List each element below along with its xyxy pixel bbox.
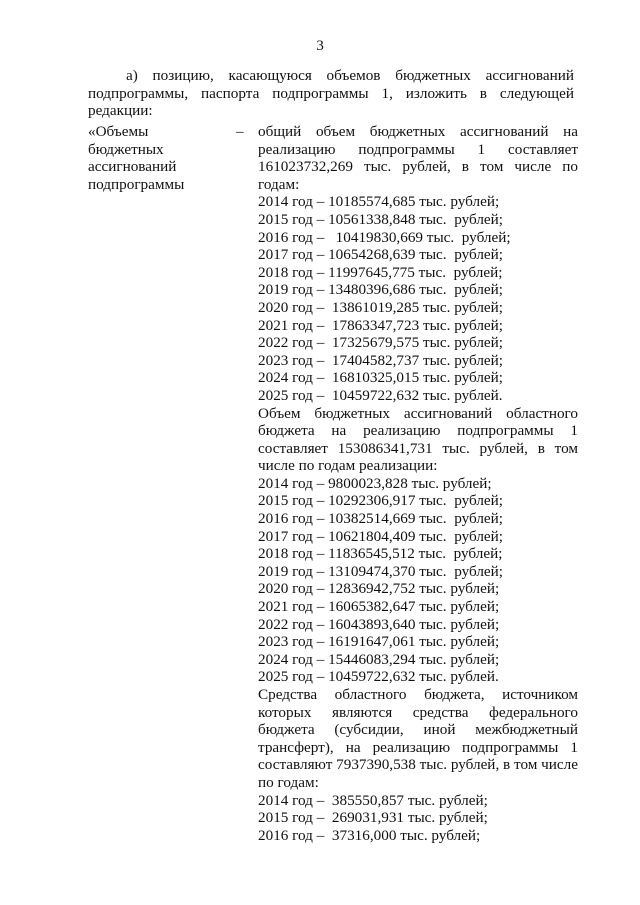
year-row: 2018 год – 11997645,775 тыс. рублей; bbox=[258, 263, 503, 281]
year-row: 2016 год – 10419830,669 тыс. рублей; bbox=[258, 228, 511, 246]
year-row: 2021 год – 17863347,723 тыс. рублей; bbox=[258, 316, 503, 334]
year-row: 2017 год – 10621804,409 тыс. рублей; bbox=[258, 527, 503, 545]
year-row: 2014 год – 10185574,685 тыс. рублей; bbox=[258, 193, 500, 211]
paragraph-line: составляют 7937390,538 тыс. рублей, в том числе bbox=[258, 756, 578, 774]
year-row: 2023 год – 16191647,061 тыс. рублей; bbox=[258, 633, 500, 651]
intro-line: а) позицию, касающуюся объемов бюджетных ассигнований bbox=[126, 67, 574, 84]
paragraph-line: числе по годам реализации: bbox=[258, 457, 438, 475]
position-label bbox=[88, 123, 238, 193]
year-row: 2016 год – 37316,000 тыс. рублей; bbox=[258, 826, 481, 844]
year-row: 2014 год – 9800023,828 тыс. рублей; bbox=[258, 474, 492, 492]
position-label-line: бюджетных bbox=[88, 140, 164, 158]
year-row: 2022 год – 17325679,575 тыс. рублей; bbox=[258, 334, 503, 352]
regional-budget-paragraph bbox=[258, 405, 578, 475]
paragraph-line: Объем бюджетных ассигнований областного bbox=[258, 404, 578, 422]
year-row: 2014 год – 385550,857 тыс. рублей; bbox=[258, 791, 488, 809]
year-row: 2023 год – 17404582,737 тыс. рублей; bbox=[258, 351, 503, 369]
federal-funds-paragraph bbox=[258, 686, 578, 792]
position-content bbox=[258, 123, 578, 844]
year-row: 2025 год – 10459722,632 тыс. рублей. bbox=[258, 386, 503, 404]
position-label-line: подпрограммы bbox=[88, 175, 185, 193]
year-row: 2025 год – 10459722,632 тыс. рублей. bbox=[258, 668, 499, 686]
year-row: 2015 год – 269031,931 тыс. рублей; bbox=[258, 809, 488, 827]
year-row: 2015 год – 10292306,917 тыс. рублей; bbox=[258, 492, 503, 510]
total-budget-years-list bbox=[258, 193, 578, 404]
year-row: 2019 год – 13480396,686 тыс. рублей; bbox=[258, 281, 503, 299]
year-row: 2017 год – 10654268,639 тыс. рублей; bbox=[258, 246, 503, 264]
paragraph-line: реализацию подпрограммы 1 составляет bbox=[258, 140, 578, 158]
year-row: 2020 год – 13861019,285 тыс. рублей; bbox=[258, 298, 503, 316]
year-row: 2024 год – 15446083,294 тыс. рублей; bbox=[258, 650, 500, 668]
year-row: 2024 год – 16810325,015 тыс. рублей; bbox=[258, 369, 503, 387]
paragraph-line: общий объем бюджетных ассигнований на bbox=[258, 123, 578, 140]
total-budget-paragraph bbox=[258, 123, 578, 193]
year-row: 2015 год – 10561338,848 тыс. рублей; bbox=[258, 210, 503, 228]
intro-line: редакции: bbox=[88, 102, 153, 120]
paragraph-line: составляет 153086341,731 тыс. рублей, в том bbox=[258, 439, 578, 457]
paragraph-line: Средства областного бюджета, источником bbox=[258, 686, 578, 703]
position-label-line: ассигнований bbox=[88, 158, 177, 176]
paragraph-line: бюджета (субсидии, иной межбюджетный bbox=[258, 721, 578, 739]
year-row: 2016 год – 10382514,669 тыс. рублей; bbox=[258, 510, 503, 528]
year-row: 2018 год – 11836545,512 тыс. рублей; bbox=[258, 545, 503, 563]
paragraph-line: трансферт), на реализацию подпрограммы 1 bbox=[258, 738, 578, 756]
regional-budget-years-list bbox=[258, 475, 578, 686]
year-row: 2020 год – 12836942,752 тыс. рублей; bbox=[258, 580, 500, 598]
federal-funds-years-list bbox=[258, 792, 578, 845]
paragraph-line: годам: bbox=[258, 175, 300, 193]
intro-line: подпрограммы, паспорта подпрограммы 1, изложить в следующей bbox=[88, 84, 574, 102]
paragraph-line: по годам: bbox=[258, 773, 319, 791]
dash-separator: – bbox=[236, 123, 244, 140]
year-row: 2022 год – 16043893,640 тыс. рублей; bbox=[258, 615, 500, 633]
paragraph-line: которых являются средства федерального bbox=[258, 703, 578, 721]
intro-paragraph bbox=[88, 67, 574, 120]
year-row: 2021 год – 16065382,647 тыс. рублей; bbox=[258, 598, 500, 616]
paragraph-line: 161023732,269 тыс. рублей, в том числе по bbox=[258, 158, 578, 176]
year-row: 2019 год – 13109474,370 тыс. рублей; bbox=[258, 562, 503, 580]
position-label-line: «Объемы bbox=[88, 123, 149, 140]
page-number: 3 bbox=[316, 37, 324, 54]
paragraph-line: бюджета на реализацию подпрограммы 1 bbox=[258, 422, 578, 440]
